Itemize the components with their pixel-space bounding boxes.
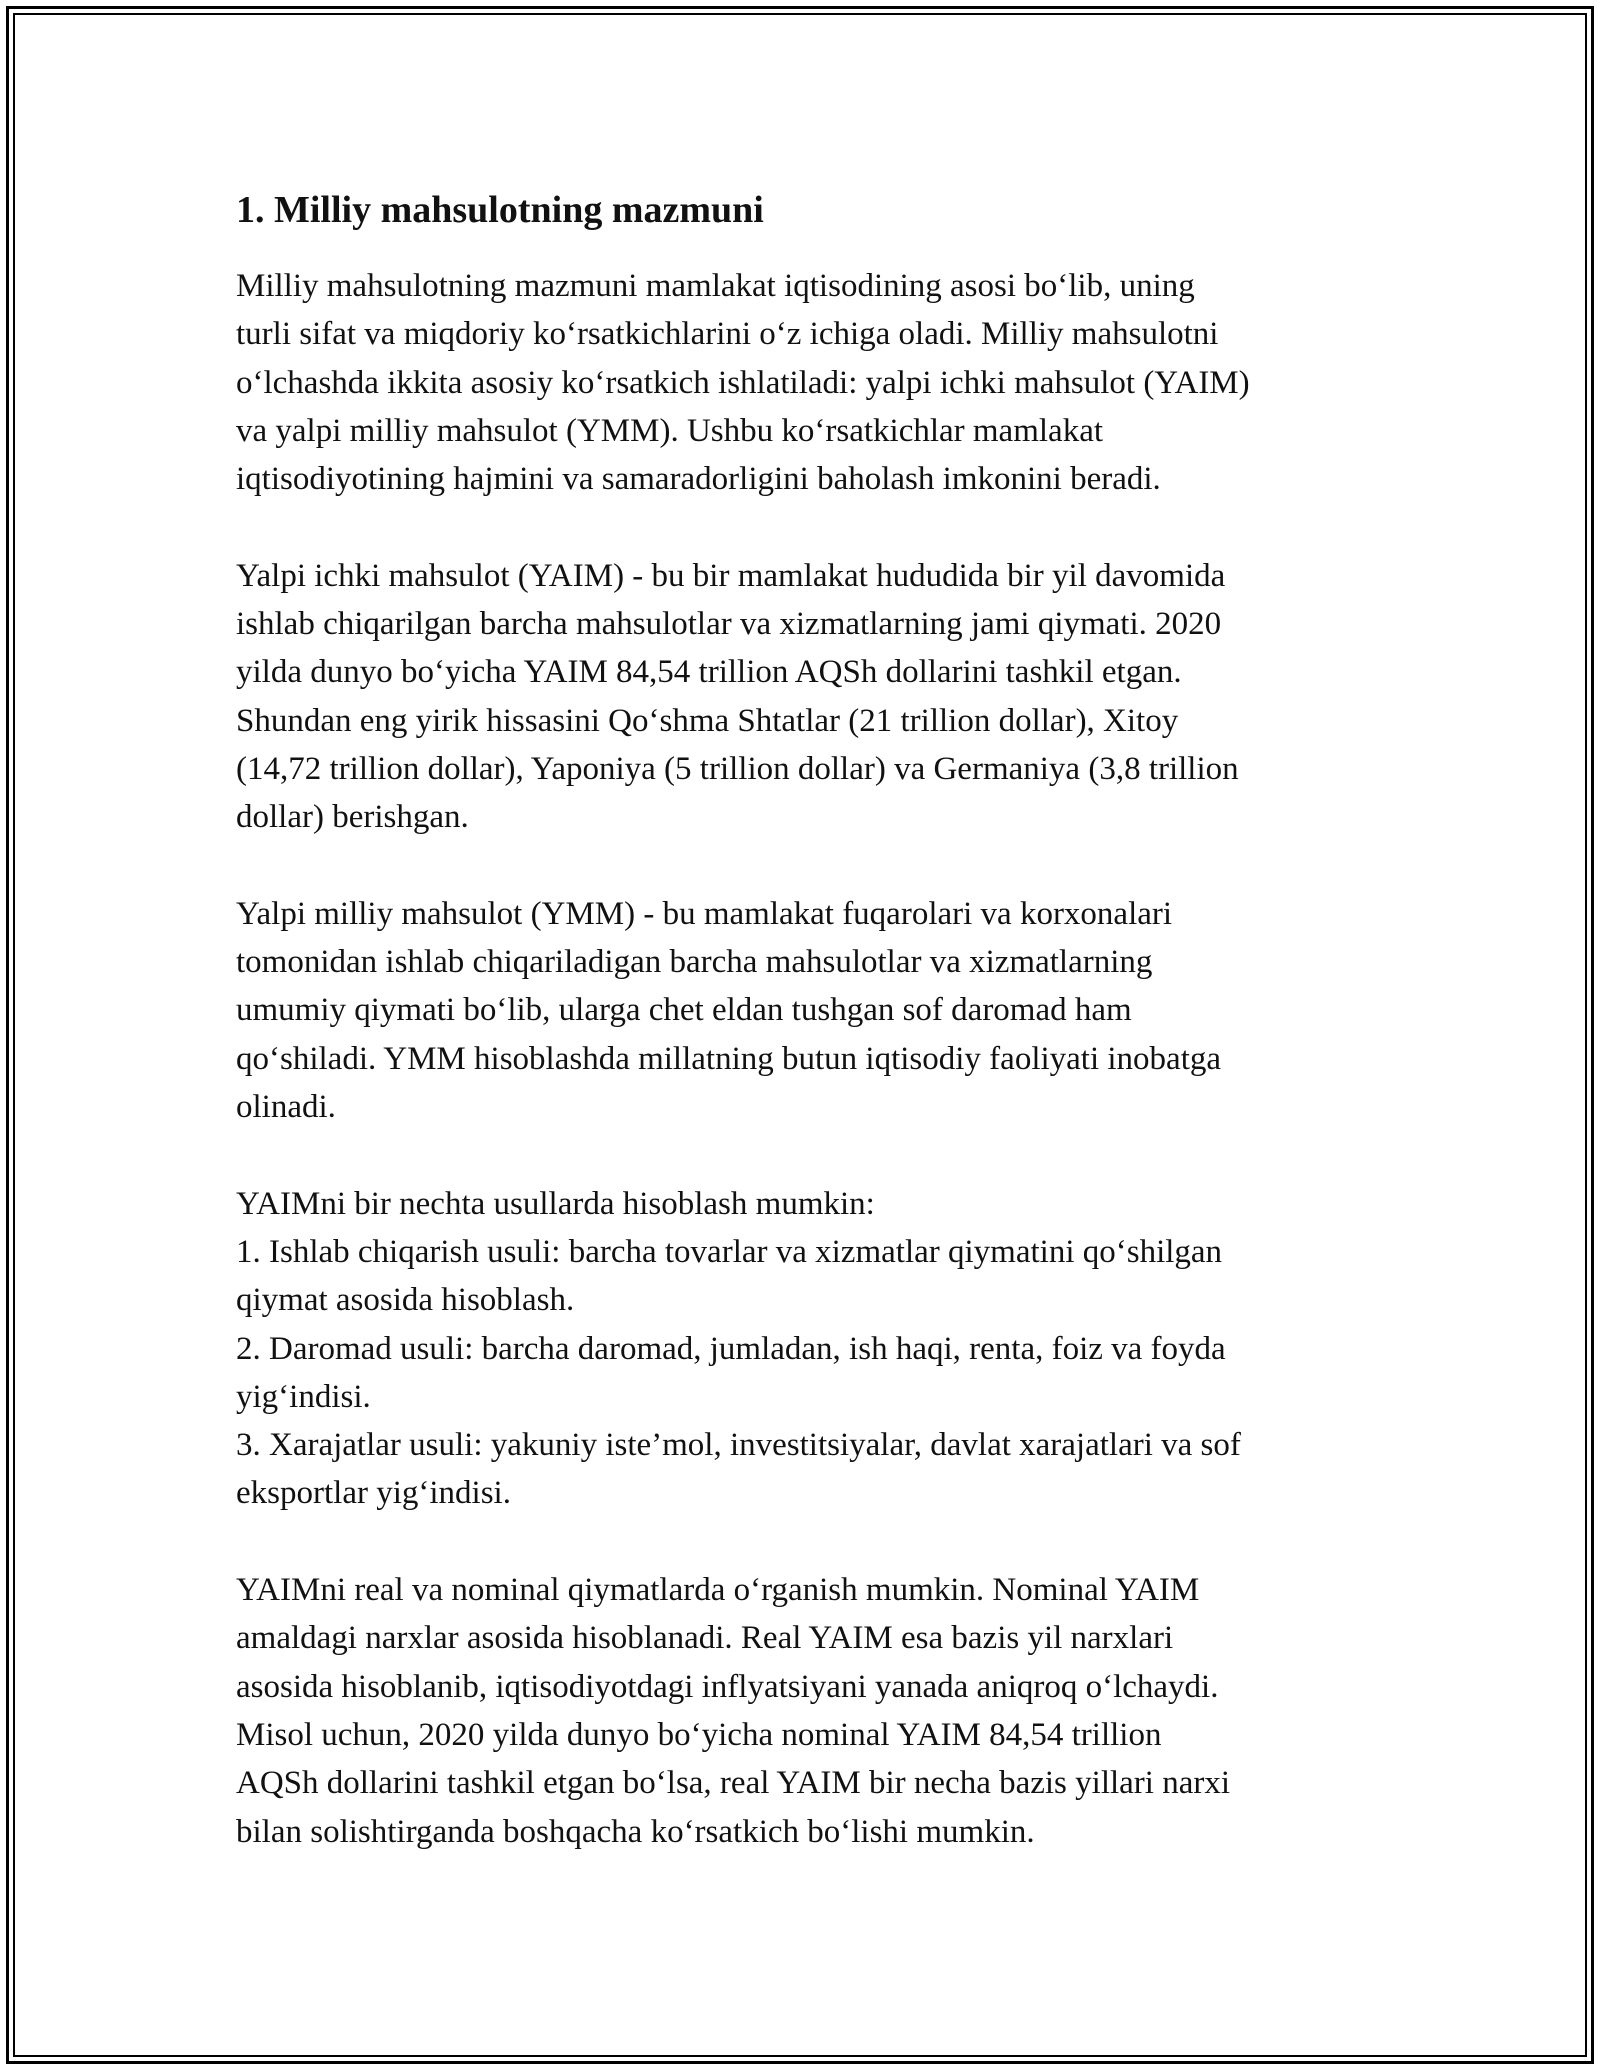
method-item-production: 1. Ishlab chiqarish usuli: barcha tovarlar va xizmatlar qiymatini qo‘shilgan qiymat asosida hisoblash. [236,1233,1223,1319]
paragraph-yaim: Yalpi ichki mahsulot (YAIM) - bu bir mamlakat hududida bir yil davomida ishlab chiqarilgan barcha mahsulotlar va xizmatlarning jami qiymati. 2020 yilda dunyo bo‘yicha YAIM 84,54 trillion AQSh dollarini tashkil etgan. Shundan eng yirik hissasini Qo‘shma Shtatlar (21 trillion dollar), Xitoy (14,72 trillion dollar), Yaponiya (5 trillion dollar) va Germaniya (3,8 trillion dollar) berishgan. [236,557,1239,836]
paragraph-ymm: Yalpi milliy mahsulot (YMM) - bu mamlakat fuqarolari va korxonalari tomonidan ishlab chiqariladigan barcha mahsulotlar va xizmatlarning umumiy qiymati bo‘lib, ularga chet eldan tushgan sof daromad ham qo‘shiladi. YMM hisoblashda millatning butun iqtisodiy faoliyati inobatga olinadi. [236,895,1222,1126]
paragraph-intro: Milliy mahsulotning mazmuni mamlakat iqtisodining asosi bo‘lib, uning turli sifat va miqdoriy ko‘rsatkichlarini o‘z ichiga oladi. Milliy mahsulotni o‘lchashda ikkita asosiy ko‘rsatkich ishlatiladi: yalpi ichki mahsulot (YAIM) va yalpi milliy mahsulot (YMM). Ushbu ko‘rsatkichlar mamlakat iqtisodiyotining hajmini va samaradorligini baholash imkonini beradi. [236,268,1250,498]
document-body [236,186,1376,1904]
methods-intro: YAIMni bir nechta usullarda hisoblash mumkin: [236,1185,875,1222]
methods-list [236,1180,1376,1518]
method-item-income: 2. Daromad usuli: barcha daromad, jumladan, ish haqi, renta, foiz va foyda yig‘indisi. [236,1330,1226,1415]
section-heading: 1. Milliy mahsulotning mazmuni [236,189,764,231]
paragraph-real-nominal: YAIMni real va nominal qiymatlarda o‘rganish mumkin. Nominal YAIM amaldagi narxlar asosida hisoblanadi. Real YAIM esa bazis yil narxlari asosida hisoblanib, iqtisodiyotdagi inflyatsiyani yanada aniqroq o‘lchaydi. Misol uchun, 2020 yilda dunyo bo‘yicha nominal YAIM 84,54 trillion AQSh dollarini tashkil etgan bo‘lsa, real YAIM bir necha bazis yillari narxi bilan solishtirganda boshqacha ko‘rsatkich bo‘lishi mumkin. [236,1572,1231,1850]
method-item-expenditure: 3. Xarajatlar usuli: yakuniy iste’mol, investitsiyalar, davlat xarajatlari va sof eksportlar yig‘indisi. [236,1427,1241,1512]
